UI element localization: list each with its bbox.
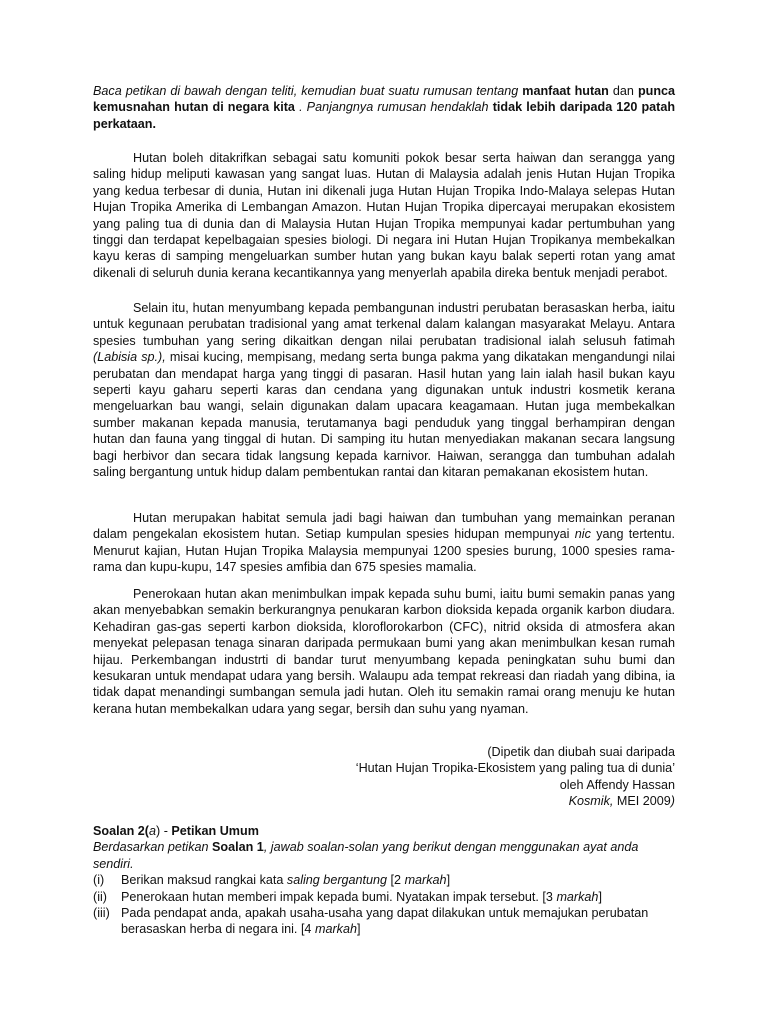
- citation-date: MEI 2009: [616, 794, 671, 809]
- question-title-a: Soalan 2(: [93, 824, 149, 838]
- question-number: (iii): [93, 906, 110, 921]
- question-number: (i): [93, 873, 105, 888]
- question-item: [93, 905, 675, 938]
- question-marks-word: markah: [404, 873, 447, 888]
- question-intro: [93, 839, 675, 872]
- question-number: (ii): [93, 889, 107, 904]
- question-title: [93, 823, 675, 839]
- question-title-c: Petikan Umum: [171, 824, 259, 838]
- question-body: [121, 905, 675, 938]
- passage-paragraph-4: Penerokaan hutan akan menimbulkan impak kepada suhu bumi, iaitu bumi semakin panas yang akan menyebabkan semakin berkurangnya penukaran karbon dioksida kepada organik karbon diudara. Kehadiran gas-gas seperti karbon dioksida, kloroflorokarbon (CFC), nitrid oksida di atmosfera akan menyekat pelepasan tenaga sinaran daripada permukaan bumi yang akan menimbulkan kesan rumah hijau. Perkembangan industrti di bandar turut menyumbang kepada peningkatan suhu bumi dan kesukaran untuk mendapat udara yang bersih. Walaupu ada tempat rekreasi dan riadah yang dibina, ia tidak dapat menandingi sumbangan semula jadi hutan. Oleh itu semakin ramai orang menuju ke hutan kerana hutan membekalkan udara yang segar, bersih dan suhu yang nyaman.: [93, 587, 675, 716]
- instructions-bold-1: manfaat hutan: [522, 84, 609, 98]
- paragraph-3-italic: nic: [574, 527, 591, 542]
- question-marks-open: [3: [542, 889, 553, 904]
- question-marks-close: ]: [598, 889, 602, 904]
- question-item: [93, 889, 675, 905]
- passage-paragraph-3: [93, 510, 675, 576]
- citation-line-3: oleh Affendy Hassan: [559, 777, 675, 792]
- paragraph-2-italic: (Labisia sp.),: [93, 350, 166, 365]
- paragraph-2-text-a: Selain itu, hutan menyumbang kepada pembangunan industri perubatan berasaskan herba, iaitu untuk kegunaan perubatan tradisional yang amat terkenal dalam kalangan masyarakat Melayu. Antara spesies tumbuhan yang sering dikaitkan dengan nilai perubatan tradisional ialah selusuh fatimah: [93, 301, 675, 348]
- question-text: Berikan maksud rangkai kata: [121, 873, 284, 888]
- question-marks-word: markah: [556, 889, 599, 904]
- question-item: [93, 872, 675, 888]
- instructions-bold-2: punca kemusnahan hutan di negara kita: [93, 84, 676, 115]
- question-marks-close: ]: [446, 873, 451, 888]
- question-intro-italic-2: , jawab soalan-solan yang berikut dengan menggunakan ayat anda sendiri.: [93, 840, 639, 871]
- question-title-b: ) -: [156, 824, 168, 838]
- question-title-italic: a: [149, 824, 157, 838]
- citation: [93, 744, 675, 810]
- question-intro-italic-1: Berdasarkan petikan: [93, 840, 209, 855]
- instructions: [93, 83, 675, 132]
- question-section: [93, 823, 675, 938]
- citation-line-4: [93, 793, 675, 809]
- passage-paragraph-2: [93, 300, 675, 480]
- instructions-bold-3: tidak lebih daripada 120 patah perkataan.: [93, 100, 676, 131]
- question-body: [121, 872, 675, 888]
- citation-source: Kosmik,: [568, 794, 614, 809]
- question-text: Penerokaan hutan memberi impak kepada bumi. Nyatakan impak tersebut.: [121, 889, 539, 904]
- citation-line-1: (Dipetik dan diubah suai daripada: [487, 745, 675, 759]
- paragraph-3-text-b: yang tertentu. Menurut kajian, Hutan Hujan Tropika Malaysia mempunyai 1200 spesies burung, 1000 spesies rama-rama dan kupu-kupu, 147 spesies amfibia dan 675 spesies mamalia.: [93, 527, 676, 575]
- question-body: [121, 889, 675, 905]
- paragraph-2-text-b: misai kucing, mempisang, medang serta bunga pakma yang dikatakan mengandungi nilai perubatan dan mendapat harga yang tinggi di pasaran. Hasil hutan yang lain ialah hasil bukan kayu seperti kayu gaharu seperti karas dan cendana yang digunakan untuk industri kosmetik kerana mengeluarkan bau wangi, selain digunakan dalam upacara keagamaan. Hutan juga membekalkan sumber makanan kepada manusia, terutamanya bagi penduduk yang tinggal berhampiran dengan hutan dan fauna yang tinggal di hutan. Di samping itu hutan menyediakan makanan secara langsung bagi herbivor dan secara tidak langsung kepada karnivor. Haiwan, serangga dan tumbuhan adalah saling bergantung untuk hidup dalam pembentukan rantai dan kitaran pemakanan ekosistem hutan.: [93, 350, 675, 480]
- citation-close-paren: ): [670, 794, 675, 809]
- question-intro-bold: Soalan 1: [212, 840, 264, 855]
- passage-paragraph-1: Hutan boleh ditakrifkan sebagai satu komuniti pokok besar serta haiwan dan serangga yang saling hidup meliputi kawasan yang sangat luas. Hutan di Malaysia adalah jenis Hutan Hujan Tropika yang kedua terbesar di dunia, Hutan ini dikenali juga Hutan Hujan Tropika Indo-Malaya selepas Hutan Hujan Tropika Amerika di Lembangan Amazon. Hutan Hujan Tropika dipercayai merupakan ekosistem yang paling tua di dunia dan di Malaysia Hutan Hujan Tropika mempunyai kadar pertumbuhan yang tinggi dan terdapat kepelbagaian spesies biologi. Di negara ini Hutan Hujan Tropikanya membekalkan kayu keras di samping mengeluarkan sumber hutan yang bukan kayu balak seperti rotan yang amat dikenali di seluruh dunia kerana kecantikannya yang menyerlah apabila direka bentuk menjadi perabot.: [93, 151, 675, 280]
- question-marks-close: ]: [356, 922, 361, 937]
- question-italic-term: saling bergantung: [286, 873, 388, 888]
- instructions-text-2: dan: [612, 84, 634, 98]
- instructions-text-3: . Panjangnya rumusan hendaklah: [299, 100, 489, 115]
- question-marks-open: [4: [300, 922, 312, 937]
- instructions-text-1: Baca petikan di bawah dengan teliti, kemudian buat suatu rumusan tentang: [93, 84, 519, 98]
- citation-line-2: ‘Hutan Hujan Tropika-Ekosistem yang paling tua di dunia’: [355, 761, 675, 776]
- question-marks-open: [2: [390, 873, 402, 888]
- question-marks-word: markah: [314, 922, 357, 937]
- question-text: Pada pendapat anda, apakah usaha-usaha yang dapat dilakukan untuk memajukan perubatan berasaskan herba di negara ini.: [121, 906, 649, 937]
- paragraph-3-text-a: Hutan merupakan habitat semula jadi bagi haiwan dan tumbuhan yang memainkan peranan dalam pengekalan ekosistem hutan. Setiap kumpulan spesies hidupan mempunyai: [93, 511, 675, 542]
